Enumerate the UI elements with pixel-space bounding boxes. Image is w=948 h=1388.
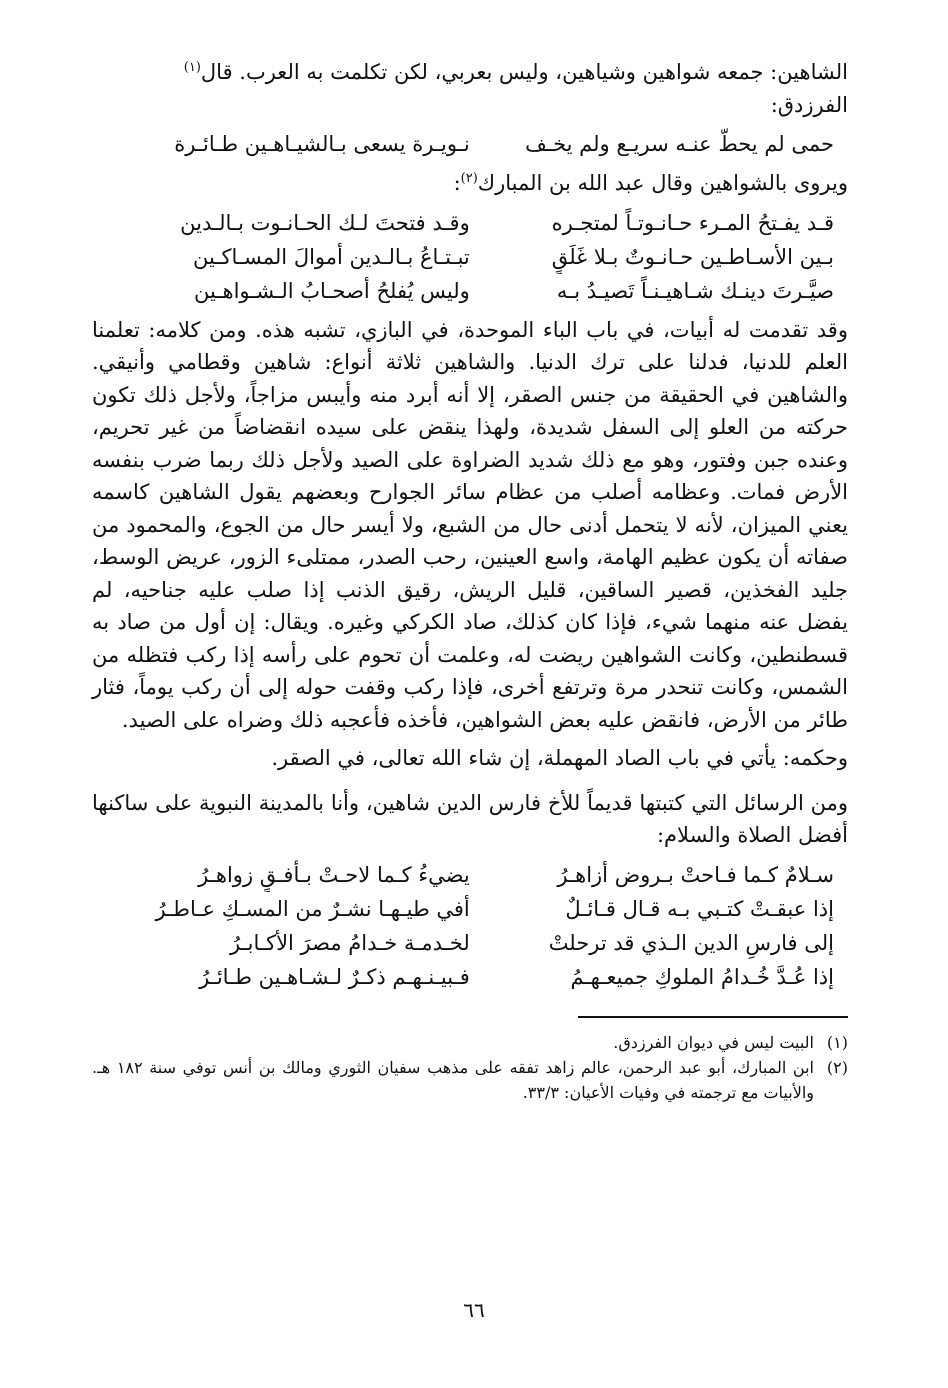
- page-body: [92, 56, 848, 1105]
- paragraph-ruling: وحكمه: يأتي في باب الصاد المهملة، إن شاء الله تعالى، في الصقر.: [271, 746, 848, 770]
- ibn-mubarak-text: ويروى بالشواهين وقال عبد الله بن المبارك: [477, 171, 848, 195]
- poem-farazdaq: [92, 127, 848, 161]
- verse-second-hemistich: نـويـرة يسعى بـالشيـاهـين طـائـرة: [174, 132, 470, 156]
- verse-line: [92, 960, 848, 994]
- footnote-separator: [578, 1016, 848, 1018]
- verse-second-hemistich: يضيءُ كـما لاحـتْ بـأفـقٍ زواهـرُ: [198, 862, 470, 887]
- verse-first-hemistich: سـلامٌ كـما فـاحتْ بـروض أزاهـرُ: [557, 862, 834, 887]
- intro-text: الشاهين: جمعه شواهين وشياهين، وليس بعربي، لكن تكلمت به العرب. قال: [200, 60, 848, 84]
- verse-second-hemistich: وقـد فتحتَ لـك الحـانـوت بـالـدين: [180, 210, 470, 235]
- poem-ibn-mubarak: [92, 206, 848, 308]
- verse-first-hemistich: قـد يفـتحُ المـرء حـانـوتـاً لمتجـره: [551, 210, 834, 235]
- verse-line: [92, 206, 848, 240]
- page-number: ٦٦: [463, 1298, 485, 1322]
- footnote-number: (٢): [826, 1057, 848, 1077]
- paragraph-main: وقد تقدمت له أبيات، في باب الباء الموحدة، في البازي، تشبه هذه. ومن كلامه: تعلمنا العلم للدنيا، فدلنا على ترك الدنيا. والشاهين ثلاثة أنواع: شاهين وقطامي وأنيقي. والشاهين في الحقيقة من جنس الصقر، إلا أنه أبرد منه وأيبس مزاجاً، ولأجل ذلك تكون حركته من العلو إلى السفل شديدة، ولهذا ينقض على سيده انقضاضاً من غير تحريم، وعنده جبن وفتور، وهو مع ذلك شديد الضراوة على الصيد ولأجل ذلك ربما ضرب بنفسه الأرض فمات. وعظامه أصلب من عظام سائر الجوارح وبعضهم يقول الشاهين كاسمه يعني الميزان، لأنه لا يتحمل أدنى حال من الشبع، ولا أيسر حال من الجوع، والمحمود من صفاته أن يكون عظيم الهامة، واسع العينين، رحب الصدر، ممتلىء الزور، عريض الوسط، جليد الفخذين، قصير الساقين، قليل الريش، رقيق الذنب إذا صلب عليه جناحيه، لم يفضل عنه منهما شيء، فإذا كان كذلك، صاد الكركي وغيره. ويقال: إن أول من صاد به قسطنطين، وكانت الشواهين ريضت له، وعلمت أن تحوم على رأسه إذا ركب فتظله من الشمس، وكانت تنحدر مرة وترتفع أخرى، فإذا ركب وقفت حوله إلى أن ركب يوماً، فثار طائر من الأرض، فانقض عليه بعض الشواهين، فأخذه فأعجبه ذلك وضراه على الصيد.: [92, 317, 848, 732]
- verse-first-hemistich: بـين الأسـاطـين حـانـوتٌ بـلا غَلَقٍ: [551, 244, 834, 269]
- footnote-text: ابن المبارك، أبو عبد الرحمن، عالم زاهد تفقه على مذهب سفيان الثوري ومالك بن أنس توفي سنة ١٨٢ هـ. والأبيات مع ترجمته في وفيات الأعيان: ٣٣/٣.: [92, 1057, 815, 1102]
- verse-second-hemistich: تبـتـاعُ بـالـدين أموالَ المسـاكـين: [193, 244, 470, 269]
- verse-second-hemistich: لخـدمـة خـدامُ مصرَ الأكـابـرُ: [229, 930, 470, 955]
- verse-line: [92, 858, 848, 892]
- verse-first-hemistich: إلى فارسِ الدين الـذي قد ترحلتْ: [548, 930, 834, 955]
- footnote-2: [92, 1055, 848, 1105]
- verse-line: [92, 892, 848, 926]
- paragraph-letters: ومن الرسائل التي كتبتها قديماً للأخ فارس الدين شاهين، وأنا بالمدينة النبوية على ساكنها أفضل الصلاة والسلام:: [92, 790, 848, 847]
- verse-first-hemistich: صيَّـرتَ دينـك شـاهيـنـاً تَصيـدُ بـه: [556, 278, 834, 303]
- footnote-ref-1: (١): [183, 60, 201, 75]
- verse-second-hemistich: فـبيـنـهـم ذكـرٌ لـشـاهـين طـائـرُ: [199, 964, 470, 989]
- verse-first-hemistich: إذا عُـدَّ خُـدامُ الملوكِ جميعـهـمُ: [570, 964, 834, 989]
- paragraph-ibn-mubarak: [92, 167, 848, 200]
- footnote-ref-2: (٢): [460, 171, 478, 186]
- verse-line: [92, 127, 848, 161]
- footnote-1: [92, 1030, 848, 1055]
- intro-end: الفرزدق:: [770, 92, 848, 117]
- verse-second-hemistich: وليس يُفلحُ أصحـابُ الـشـواهـين: [194, 278, 470, 303]
- poem-letter: [92, 858, 848, 994]
- paragraph-intro: [92, 56, 848, 121]
- verse-first-hemistich: إذا عبقـتْ كتـبي بـه قـال قـائـلٌ: [565, 896, 834, 921]
- verse-line: [92, 274, 848, 308]
- verse-second-hemistich: أفي طيـهـا نشـرٌ من المسـكِ عـاطـرُ: [155, 896, 470, 921]
- footnote-number: (١): [826, 1032, 848, 1052]
- footnote-text: البيت ليس في ديوان الفرزدق.: [613, 1032, 814, 1052]
- ibn-mubarak-colon: :: [453, 171, 461, 195]
- verse-line: [92, 240, 848, 274]
- verse-first-hemistich: حمى لم يحطّ عنـه سريـع ولم يخـف: [525, 132, 834, 156]
- verse-line: [92, 926, 848, 960]
